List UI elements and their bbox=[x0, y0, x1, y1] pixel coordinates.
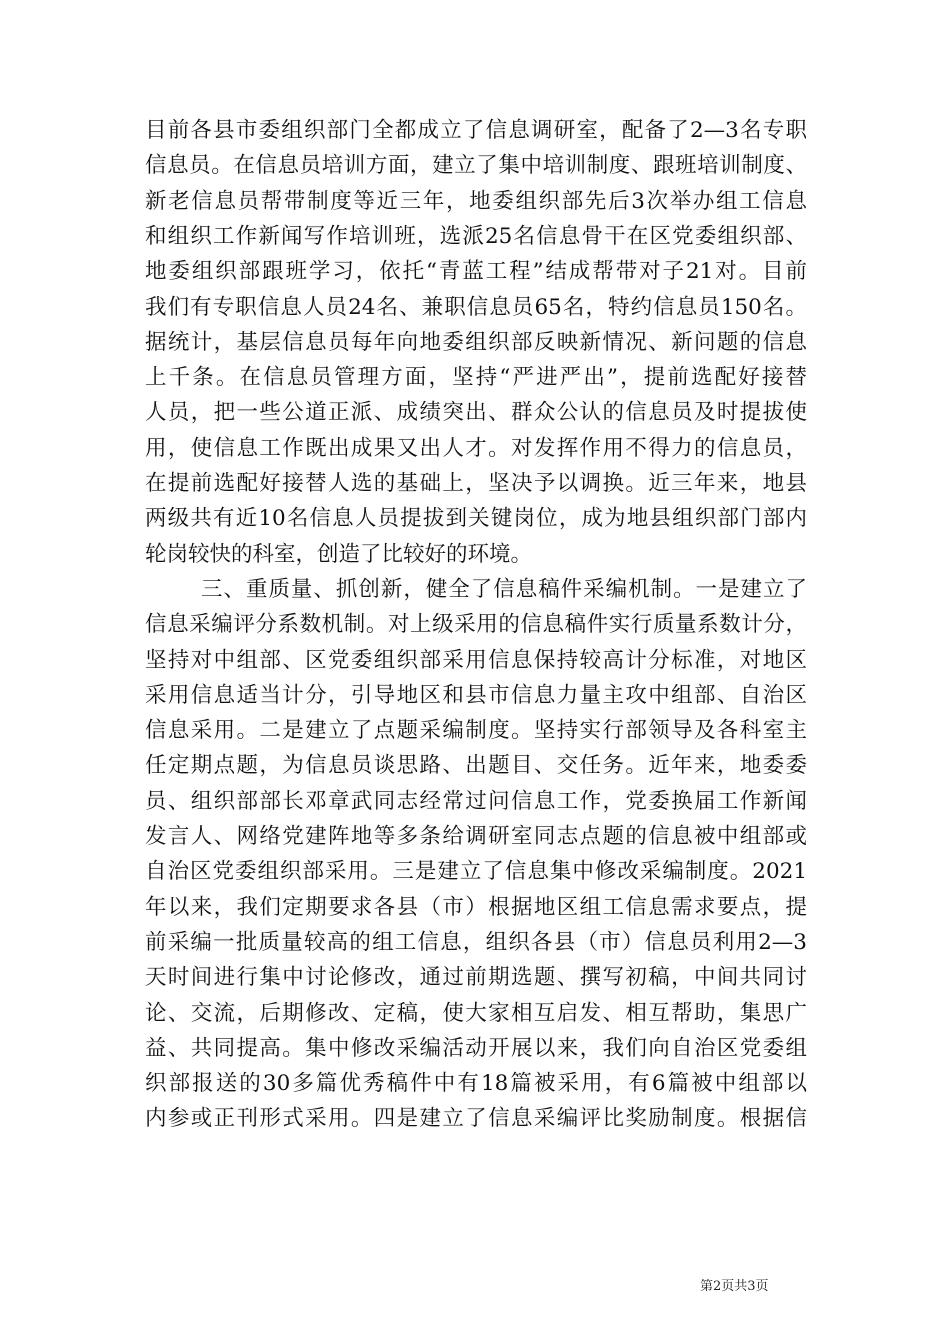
paragraph-1-line: 我们有专职信息人员24名、兼职信息员65名，特约信息员150名。 bbox=[145, 294, 807, 320]
paragraph-2-line: 自治区党委组织部采用。三是建立了信息集中修改采编制度。2021 bbox=[145, 859, 807, 885]
paragraph-1-line: 地委组织部跟班学习，依托“青蓝工程”结成帮带对子21对。目前 bbox=[145, 259, 807, 285]
paragraph-1-line: 和组织工作新闻写作培训班，选派25名信息骨干在区党委组织部、 bbox=[145, 223, 807, 249]
paragraph-2-line: 三、重质量、抓创新，健全了信息稿件采编机制。一是建立了 bbox=[201, 576, 807, 602]
paragraph-1-line: 在提前选配好接替人选的基础上，坚决予以调换。近三年来，地县 bbox=[145, 471, 807, 496]
paragraph-1-line: 新老信息员帮带制度等近三年，地委组织部先后3次举办组工信息 bbox=[145, 188, 807, 214]
paragraph-1-line: 上千条。在信息员管理方面，坚持“严进严出”，提前选配好接替 bbox=[145, 365, 807, 391]
paragraph-2-line: 信息采用。二是建立了点题采编制度。坚持实行部领导及各科室主 bbox=[145, 718, 807, 744]
paragraph-2-line: 任定期点题，为信息员谈思路、出题目、交任务。近年来，地委委 bbox=[145, 753, 807, 779]
paragraph-2-line: 前采编一批质量较高的组工信息，组织各县（市）信息员利用2—3 bbox=[145, 929, 807, 955]
paragraph-2-line: 织部报送的30多篇优秀稿件中有18篇被采用，有6篇被中组部以 bbox=[145, 1071, 807, 1097]
paragraph-2-line: 内参或正刊形式采用。四是建立了信息采编评比奖励制度。根据信 bbox=[145, 1106, 807, 1132]
paragraph-1-line: 据统计，基层信息员每年向地委组织部反映新情况、新问题的信息 bbox=[145, 329, 807, 355]
paragraph-2-line: 天时间进行集中讨论修改，通过前期选题、撰写初稿，中间共同讨 bbox=[145, 965, 807, 991]
paragraph-2-line: 坚持对中组部、区党委组织部采用信息保持较高计分标准，对地区 bbox=[145, 647, 807, 673]
paragraph-1-line: 两级共有近10名信息人员提拔到关键岗位，成为地县组织部门部内 bbox=[145, 506, 807, 532]
paragraph-2-line: 发言人、网络党建阵地等多条给调研室同志点题的信息被中组部或 bbox=[145, 824, 807, 849]
page-number-footer: 第2页共3页 bbox=[700, 1279, 769, 1294]
paragraph-2-line: 年以来，我们定期要求各县（市）根据地区组工信息需求要点，提 bbox=[145, 894, 807, 920]
paragraph-1-line: 轮岗较快的科室，创造了比较好的环境。 bbox=[145, 541, 533, 567]
paragraph-1-line: 人员，把一些公道正派、成绩突出、群众公认的信息员及时提拔使 bbox=[145, 400, 807, 426]
paragraph-2-line: 益、共同提高。集中修改采编活动开展以来，我们向自治区党委组 bbox=[145, 1035, 807, 1061]
paragraph-1-line: 信息员。在信息员培训方面，建立了集中培训制度、跟班培训制度、 bbox=[145, 153, 807, 179]
paragraph-1-line: 用，使信息工作既出成果又出人才。对发挥作用不得力的信息员， bbox=[145, 435, 807, 461]
paragraph-1-line: 目前各县市委组织部门全都成立了信息调研室，配备了2—3名专职 bbox=[145, 118, 807, 143]
paragraph-2-line: 采用信息适当计分，引导地区和县市信息力量主攻中组部、自治区 bbox=[145, 682, 807, 708]
paragraph-2-line: 员、组织部部长邓章武同志经常过问信息工作，党委换届工作新闻 bbox=[145, 788, 807, 814]
paragraph-2-line: 信息采编评分系数机制。对上级采用的信息稿件实行质量系数计分， bbox=[145, 612, 807, 638]
paragraph-2-line: 论、交流，后期修改、定稿，使大家相互启发、相互帮助，集思广 bbox=[145, 1000, 807, 1026]
